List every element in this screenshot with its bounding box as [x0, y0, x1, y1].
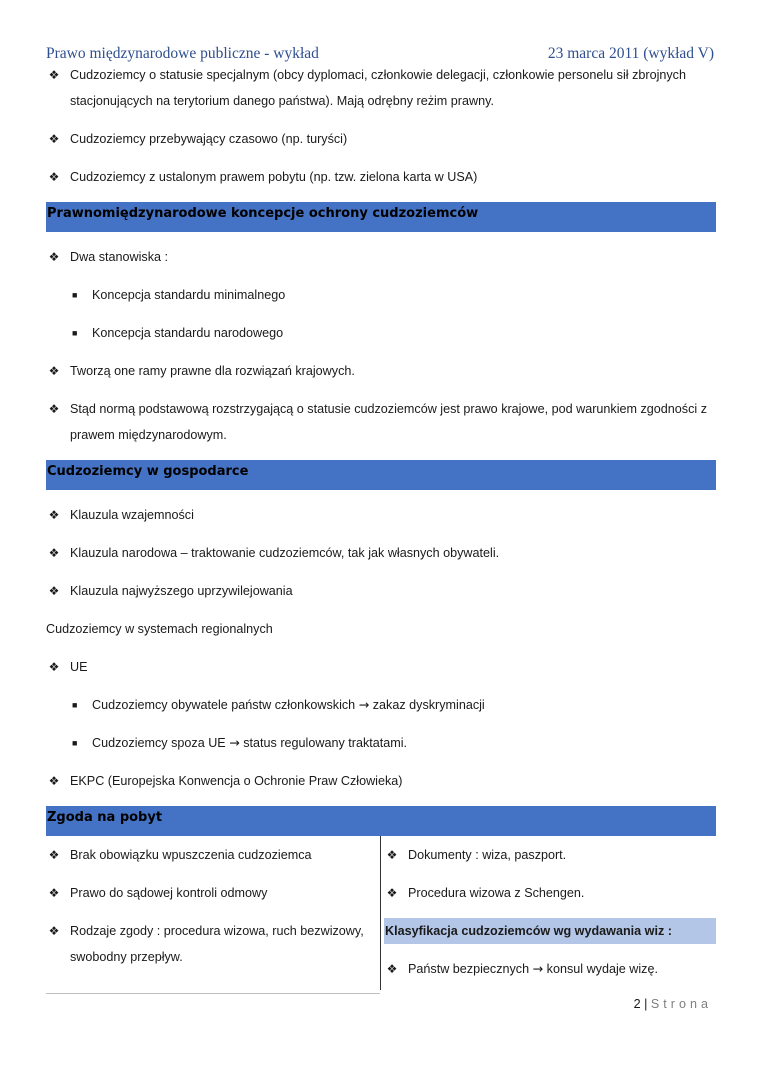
list-item: ❖ Prawo do sądowej kontroli odmowy	[46, 880, 380, 906]
header-title: Prawo międzynarodowe publiczne - wykład	[46, 45, 319, 62]
four-diamond-bullet-icon: ❖	[386, 886, 398, 900]
four-diamond-bullet-icon: ❖	[48, 774, 60, 788]
four-diamond-bullet-icon: ❖	[48, 250, 60, 264]
section-heading-gospodarka: Cudzoziemcy w gospodarce	[46, 460, 716, 490]
list-item: ❖ Dokumenty : wiza, paszport.	[384, 842, 716, 868]
paragraph: Cudzoziemcy w systemach regionalnych	[46, 622, 273, 636]
four-diamond-bullet-icon: ❖	[48, 886, 60, 900]
four-diamond-bullet-icon: ❖	[48, 68, 60, 82]
square-bullet-icon: ■	[72, 328, 78, 338]
document-body	[46, 62, 716, 991]
sub-list-item: ■ Cudzoziemcy spoza UE → status regulowany traktatami.	[46, 730, 716, 756]
four-diamond-bullet-icon: ❖	[48, 508, 60, 522]
list-item: ❖ Klauzula wzajemności	[46, 502, 716, 528]
list-item: ❖ Brak obowiązku wpuszczenia cudzoziemca	[46, 842, 380, 868]
four-diamond-bullet-icon: ❖	[48, 848, 60, 862]
header-date: 23 marca 2011 (wykład V)	[547, 45, 714, 62]
four-diamond-bullet-icon: ❖	[48, 402, 60, 416]
footer-page-word: Strona	[650, 997, 712, 1011]
footer-separator: |	[644, 997, 648, 1011]
four-diamond-bullet-icon: ❖	[48, 364, 60, 378]
four-diamond-bullet-icon: ❖	[48, 584, 60, 598]
square-bullet-icon: ■	[72, 738, 78, 748]
four-diamond-bullet-icon: ❖	[48, 132, 60, 146]
list-item: ❖ Klauzula najwyższego uprzywilejowania	[46, 578, 716, 604]
two-column-section	[46, 836, 716, 991]
four-diamond-bullet-icon: ❖	[48, 546, 60, 560]
list-item: ❖ Cudzoziemcy z ustalonym prawem pobytu (np. tzw. zielona karta w USA)	[46, 164, 716, 190]
sub-list-item: ■ Koncepcja standardu minimalnego	[46, 282, 716, 308]
four-diamond-bullet-icon: ❖	[48, 660, 60, 674]
visa-classification-heading: Klasyfikacja cudzoziemców wg wydawania wiz :	[384, 918, 716, 944]
right-arrow-icon: →	[358, 697, 370, 712]
right-arrow-icon: →	[229, 735, 240, 750]
list-item: ❖ Państw bezpiecznych → konsul wydaje wizę.	[384, 956, 716, 982]
four-diamond-bullet-icon: ❖	[48, 170, 60, 184]
sub-list-item: ■ Cudzoziemcy obywatele państw członkowskich → zakaz dyskryminacji	[46, 692, 716, 718]
page-footer	[634, 997, 712, 1011]
footer-divider	[46, 993, 380, 994]
list-item: ❖ UE	[46, 654, 716, 680]
list-item: ❖ Cudzoziemcy przebywający czasowo (np. turyści)	[46, 126, 716, 152]
left-column	[46, 842, 380, 982]
right-arrow-icon: →	[532, 961, 544, 976]
list-item: ❖ Klauzula narodowa – traktowanie cudzoziemców, tak jak własnych obywateli.	[46, 540, 716, 566]
four-diamond-bullet-icon: ❖	[386, 962, 398, 976]
page-number: 2	[633, 997, 641, 1011]
four-diamond-bullet-icon: ❖	[386, 848, 398, 862]
square-bullet-icon: ■	[72, 290, 78, 300]
section-heading-zgoda: Zgoda na pobyt	[46, 806, 716, 836]
list-item: ❖ Cudzoziemcy o statusie specjalnym (obcy dyplomaci, członkowie delegacji, członkowie personelu sił zbrojnych stacjonujących na terytorium danego państwa). Mają odrębny reżim prawny.	[46, 62, 716, 114]
column-divider	[380, 836, 381, 990]
four-diamond-bullet-icon: ❖	[48, 924, 60, 938]
list-item: ❖ EKPC (Europejska Konwencja o Ochronie Praw Człowieka)	[46, 768, 716, 794]
section-heading-koncepcje: Prawnomiędzynarodowe koncepcje ochrony cudzoziemców	[46, 202, 716, 232]
sub-list-item: ■ Koncepcja standardu narodowego	[46, 320, 716, 346]
square-bullet-icon: ■	[72, 700, 78, 710]
right-column	[384, 842, 716, 994]
list-item: ❖ Procedura wizowa z Schengen.	[384, 880, 716, 906]
list-item: ❖ Stąd normą podstawową rozstrzygającą o statusie cudzoziemców jest prawo krajowe, pod warunkiem zgodności z prawem międzynarodowym.	[46, 396, 716, 448]
list-item: ❖ Dwa stanowiska :	[46, 244, 716, 270]
list-item: ❖ Tworzą one ramy prawne dla rozwiązań krajowych.	[46, 358, 716, 384]
list-item: ❖ Rodzaje zgody : procedura wizowa, ruch bezwizowy, swobodny przepływ.	[46, 918, 380, 970]
